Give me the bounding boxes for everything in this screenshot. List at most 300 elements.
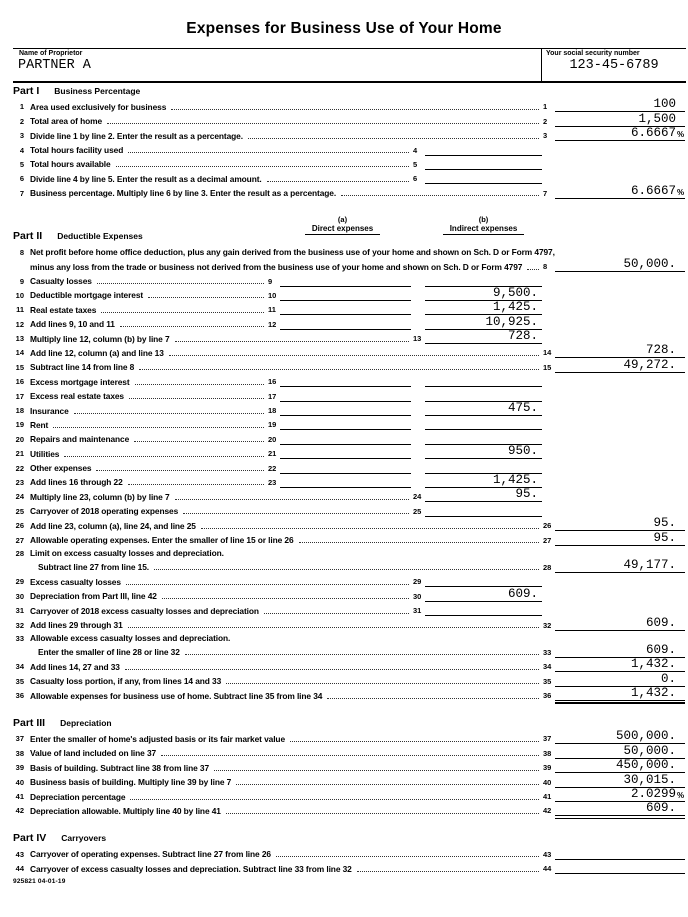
line-37-amount-field-value: 500,000. [615,729,676,744]
line-18-col-b-field-value: 475. [507,401,538,416]
proprietor-ssn-box [13,48,686,83]
line-36-label: Allowable expenses for business use of home. Subtract line 35 from line 34 [30,690,323,701]
line-23-col-b-field[interactable] [425,474,542,488]
line-27-number: 27 [15,535,24,545]
line-34-amount-field[interactable] [555,659,685,673]
line-44-field-number: 44 [543,864,552,874]
column-a-header [277,215,408,235]
line-37-row [0,730,688,744]
line-3-amount-field-value: 6.6667 [630,126,676,141]
dotted-leader [226,683,539,684]
line-18-col-b-field[interactable] [425,403,542,417]
line-35-row [0,672,688,686]
line-23-row [0,474,688,488]
dotted-leader [236,784,539,785]
line-14-label: Add line 12, column (a) and line 13 [30,347,164,358]
dotted-leader [357,871,539,872]
dotted-leader [327,698,539,699]
line-33-number: 33 [15,633,24,643]
line-25-field-number: 25 [413,506,422,516]
line-23-number: 23 [15,477,24,487]
line-40-field-number: 40 [543,777,552,787]
line-42-amount-field[interactable] [555,803,685,817]
line-17-field-number: 17 [268,391,277,401]
line-40-row [0,773,688,787]
line-41-amount-field-value: 2.0299 [630,787,676,802]
dotted-leader [201,528,539,529]
line-37-number: 37 [15,734,24,744]
line-33-label-continued: Enter the smaller of line 28 or line 32 [38,647,180,658]
line-13-number: 13 [15,334,24,344]
dotted-leader [134,441,264,442]
line-35-amount-field[interactable] [555,673,685,687]
line-35-label: Casualty loss portion, if any, from lines 14 and 33 [30,676,222,687]
line-29-field-number: 29 [413,577,422,587]
line-7-amount-field[interactable] [555,185,685,199]
line-7-field-number: 7 [543,188,548,198]
line-26-amount-field-value: 95. [653,516,676,531]
line-1-field-number: 1 [543,102,548,112]
line-21-row [0,445,688,459]
line-17-row [0,387,688,401]
line-16-row [0,373,688,387]
proprietor-cell [13,49,541,81]
dotted-leader [101,312,264,313]
dotted-leader [248,138,539,139]
line-38-row [0,744,688,758]
part2-title: Deductible Expenses [57,230,143,241]
line-42-amount-field-value: 609. [645,801,676,816]
line-19-field-number: 19 [268,420,277,430]
line-33-field-number: 33 [543,647,552,657]
part4-label: Part IV [13,832,47,845]
line-24-amount-field[interactable] [425,489,542,503]
line-38-amount-field[interactable] [555,745,685,759]
line-4-field-number: 4 [413,145,418,155]
line-15-label: Subtract line 14 from line 8 [30,362,135,373]
line-23-field-number: 23 [268,477,277,487]
line-36-amount-field[interactable] [555,688,685,702]
line-11-number: 11 [16,305,24,315]
line-30-amount-field-value: 609. [507,586,538,601]
line-27-row [0,531,688,545]
line-4-row [0,141,688,155]
dotted-leader [226,813,539,814]
dotted-leader [290,741,539,742]
line-32-row [0,616,688,630]
line-6-label: Divide line 4 by line 5. Enter the result as a decimal amount. [30,173,262,184]
line-10-col-a-field[interactable] [280,287,411,301]
line-20-col-b-field[interactable] [425,431,542,445]
line-5-amount-field[interactable] [425,156,542,170]
line-39-amount-field-value: 450,000. [615,758,676,773]
line-36-number: 36 [15,691,24,701]
line-19-col-b-field[interactable] [425,417,542,431]
line-44-number: 44 [15,864,24,874]
line-39-label: Basis of building. Subtract line 38 from line 37 [30,762,210,773]
line-25-amount-field[interactable] [425,503,542,517]
line-2-amount-field[interactable] [555,113,685,127]
column-b-label: Indirect expenses [443,224,525,235]
dotted-leader [107,123,539,124]
line-38-label: Value of land included on line 37 [30,748,157,759]
line-41-number: 41 [15,792,24,802]
part3-lines [0,730,688,816]
line-20-field-number: 20 [268,434,277,444]
line-41-amount-field[interactable] [555,789,685,803]
line-3-row [0,127,688,141]
line-37-label: Enter the smaller of home's adjusted basis or its fair market value [30,733,286,744]
line-43-label: Carryover of operating expenses. Subtract line 27 from line 26 [30,849,271,860]
line-15-amount-field[interactable] [555,359,685,373]
line-22-col-a-field[interactable] [280,460,411,474]
line-4-label: Total hours facility used [30,145,124,156]
line-8-label-continued: minus any loss from the trade or business not derived from the business use of your home and shown on Sch. D or Form 4797 [30,261,523,272]
column-a-tag: (a) [337,214,348,224]
line-17-col-b-field[interactable] [425,388,542,402]
column-b-tag: (b) [478,214,489,224]
line-40-amount-field[interactable] [555,774,685,788]
line-3-amount-field[interactable] [555,128,685,142]
line-18-number: 18 [15,406,24,416]
dotted-leader [267,181,409,182]
line-8-label: Net profit before home office deduction, plus any gain derived from the business use of your home and shown on Sch. D or Form 4797, [30,247,555,258]
line-23-label: Add lines 16 through 22 [30,477,123,488]
line-3-amount-field-percent-sign: % [676,130,685,140]
line-32-amount-field-value: 609. [645,615,676,630]
line-28-field-number: 28 [543,562,552,572]
line-40-amount-field-value: 30,015. [623,772,676,787]
line-27-field-number: 27 [543,535,552,545]
part3-heading [0,717,688,730]
line-9-field-number: 9 [268,276,273,286]
part2-lines [0,245,688,701]
line-22-col-b-field[interactable] [425,460,542,474]
line-23-col-b-field-value: 1,425. [492,472,538,487]
line-21-label: Utilities [30,448,60,459]
line-33-amount-field[interactable] [555,644,685,658]
line-19-col-a-field[interactable] [280,417,411,431]
dotted-leader [116,166,409,167]
line-1-amount-field[interactable] [555,99,685,113]
line-21-field-number: 21 [268,449,277,459]
line-14-number: 14 [15,348,24,358]
line-38-amount-field-value: 50,000. [623,743,676,758]
line-6-field-number: 6 [413,174,418,184]
dotted-leader [96,470,264,471]
line-8-amount-field[interactable] [555,259,685,273]
line-15-number: 15 [15,362,24,372]
proprietor-name-field[interactable]: PARTNER A [18,58,91,73]
line-5-row [0,156,688,170]
line-6-row [0,170,688,184]
line-7-amount-field-value: 6.6667 [630,183,676,198]
line-11-row [0,301,688,315]
line-16-number: 16 [15,377,24,387]
line-35-amount-field-value: 0. [660,671,676,686]
line-25-number: 25 [15,506,24,516]
line-42-label: Depreciation allowable. Multiply line 40 by line 41 [30,805,221,816]
dotted-leader [214,770,539,771]
line-4-number: 4 [19,145,24,155]
line-8-row [0,258,688,272]
line-30-field-number: 30 [413,591,422,601]
line-41-row [0,788,688,802]
part2-label: Part II [13,229,43,242]
line-3-label: Divide line 1 by line 2. Enter the result as a percentage. [30,130,243,141]
line-21-col-b-field[interactable] [425,446,542,460]
dotted-leader [175,341,409,342]
line-17-number: 17 [15,391,24,401]
line-12-number: 12 [15,319,24,329]
line-10-field-number: 10 [268,290,277,300]
line-37-amount-field[interactable] [555,731,685,745]
line-42-row [0,802,688,816]
line-2-label: Total area of home [30,116,103,127]
line-33-label: Allowable excess casualty losses and depreciation. [30,633,231,643]
line-29-amount-field[interactable] [425,574,542,588]
line-31-amount-field[interactable] [425,603,542,617]
line-13-amount-field[interactable] [425,331,542,345]
line-28-label: Limit on excess casualty losses and depreciation. [30,548,224,559]
line-4-amount-field[interactable] [425,142,542,156]
line-26-label: Add line 23, column (a), line 24, and line 25 [30,520,196,531]
line-41-label: Depreciation percentage [30,791,126,802]
line-42-field-number: 42 [543,806,552,816]
line-27-amount-field-value: 95. [653,530,676,545]
line-8-number: 8 [19,247,24,257]
dotted-leader [169,355,539,356]
line-1-number: 1 [19,102,24,112]
dotted-leader [171,109,539,110]
part1-heading [0,85,688,98]
line-13-field-number: 13 [413,334,422,344]
line-28-amount-field[interactable] [555,559,685,573]
dotted-leader [120,326,264,327]
line-22-row [0,459,688,473]
line-14-amount-field[interactable] [555,345,685,359]
line-25-label: Carryover of 2018 operating expenses [30,506,179,517]
line-8-label-row [0,245,688,258]
line-5-label: Total hours available [30,159,111,170]
line-13-row [0,330,688,344]
line-12-col-b-field[interactable] [425,316,542,330]
line-30-amount-field[interactable] [425,588,542,602]
line-10-col-b-field[interactable] [425,287,542,301]
dotted-leader [183,513,409,514]
line-15-amount-field-value: 49,272. [623,357,676,372]
line-24-label: Multiply line 23, column (b) by line 7 [30,491,170,502]
line-16-col-b-field[interactable] [425,374,542,388]
line-26-row [0,517,688,531]
part1-title: Business Percentage [54,86,141,96]
dotted-leader [139,369,539,370]
line-12-col-b-field-value: 10,925. [485,314,538,329]
line-13-label: Multiply line 12, column (b) by line 7 [30,333,170,344]
line-20-col-a-field[interactable] [280,431,411,445]
line-15-field-number: 15 [543,362,552,372]
dotted-leader [264,613,409,614]
dotted-leader [53,427,264,428]
line-23-col-a-field[interactable] [280,474,411,488]
dotted-leader [126,584,409,585]
form-title: Expenses for Business Use of Your Home [186,20,502,37]
line-13-amount-field-value: 728. [507,329,538,344]
line-11-col-b-field[interactable] [425,302,542,316]
line-25-row [0,502,688,516]
line-18-col-a-field[interactable] [280,403,411,417]
line-22-label: Other expenses [30,463,92,474]
line-26-amount-field[interactable] [555,518,685,532]
line-9-row [0,272,688,286]
ssn-cell [541,49,686,81]
dotted-leader [148,297,264,298]
line-24-number: 24 [15,492,24,502]
line-18-label: Insurance [30,405,69,416]
line-35-number: 35 [15,676,24,686]
dotted-leader [161,755,539,756]
line-21-col-b-field-value: 950. [507,444,538,459]
line-2-field-number: 2 [543,116,548,126]
line-27-label: Allowable operating expenses. Enter the smaller of line 15 or line 26 [30,535,294,546]
line-24-amount-field-value: 95. [515,487,538,502]
line-28-row [0,559,688,573]
line-41-amount-field-percent-sign: % [676,791,685,801]
line-11-col-a-field[interactable] [280,302,411,316]
line-35-field-number: 35 [543,676,552,686]
line-44-amount-field[interactable] [555,861,685,875]
line-14-row [0,344,688,358]
line-27-amount-field[interactable] [555,532,685,546]
line-36-field-number: 36 [543,691,552,701]
line-9-label: Casualty losses [30,276,92,287]
line-15-row [0,358,688,372]
line-9-col-b-field[interactable] [425,273,542,287]
line-5-number: 5 [19,159,24,169]
dotted-leader [185,654,539,655]
line-24-field-number: 24 [413,492,422,502]
line-19-row [0,416,688,430]
line-16-col-a-field[interactable] [280,374,411,388]
proprietor-label: Name of Proprietor [19,50,83,57]
dotted-leader [527,269,539,270]
line-18-row [0,402,688,416]
line-20-number: 20 [15,434,24,444]
dotted-leader [130,799,539,800]
line-31-field-number: 31 [413,606,422,616]
line-34-field-number: 34 [543,662,552,672]
dotted-leader [175,499,409,500]
line-17-label: Excess real estate taxes [30,391,124,402]
line-2-row [0,112,688,126]
line-10-col-b-field-value: 9,500. [492,285,538,300]
line-16-field-number: 16 [268,377,277,387]
line-6-amount-field[interactable] [425,171,542,185]
line-31-row [0,602,688,616]
dotted-leader [125,669,539,670]
line-32-label: Add lines 29 through 31 [30,620,123,630]
line-26-number: 26 [15,521,24,531]
line-38-field-number: 38 [543,748,552,758]
line-19-number: 19 [15,420,24,430]
line-43-amount-field[interactable] [555,846,685,860]
part3-title: Depreciation [60,718,112,729]
line-36-amount-field-value: 1,432. [630,686,676,701]
ssn-field[interactable]: 123-45-6789 [569,58,659,73]
dotted-leader [129,398,264,399]
part1-label: Part I [13,85,40,97]
line-18-field-number: 18 [268,406,277,416]
line-40-label: Business basis of building. Multiply line 39 by line 7 [30,777,232,788]
line-5-field-number: 5 [413,159,418,169]
dotted-leader [162,598,409,599]
line-7-number: 7 [19,188,24,198]
line-30-number: 30 [15,591,24,601]
line-8-amount-field-value: 50,000. [623,257,676,272]
part3-label: Part III [13,717,46,730]
line-2-number: 2 [19,116,24,126]
part4-lines [0,845,688,874]
line-40-number: 40 [15,777,24,787]
line-34-amount-field-value: 1,432. [630,657,676,672]
dotted-leader [341,195,539,196]
line-21-col-a-field[interactable] [280,446,411,460]
line-43-number: 43 [15,849,24,859]
line-1-row [0,98,688,112]
line-34-number: 34 [15,662,24,672]
line-29-label: Excess casualty losses [30,576,121,587]
line-39-amount-field[interactable] [555,760,685,774]
line-29-row [0,573,688,587]
column-b-header [425,215,542,235]
line-39-number: 39 [15,763,24,773]
ssn-label: Your social security number [546,50,640,57]
form-footer-code: 925821 04-01-19 [13,878,66,886]
line-33-label-row [0,631,688,644]
line-42-number: 42 [15,806,24,816]
dotted-leader [276,856,539,857]
line-12-col-a-field[interactable] [280,316,411,330]
line-21-number: 21 [15,449,24,459]
line-17-col-a-field[interactable] [280,388,411,402]
line-7-amount-field-percent-sign: % [676,187,685,197]
line-37-field-number: 37 [543,734,552,744]
part1-lines [0,98,688,199]
line-22-number: 22 [15,463,24,473]
line-3-field-number: 3 [543,131,548,141]
dotted-leader [299,542,539,543]
line-12-row [0,315,688,329]
line-8-field-number: 8 [543,262,548,272]
line-9-col-a-field[interactable] [280,273,411,287]
part4-heading [0,832,688,845]
dotted-leader [135,384,264,385]
line-10-label: Deductible mortgage interest [30,290,144,301]
line-11-field-number: 11 [268,305,276,315]
line-44-row [0,860,688,874]
line-32-amount-field[interactable] [555,617,685,631]
line-30-label: Depreciation from Part III, line 42 [30,591,157,602]
line-33-row [0,644,688,658]
line-33-amount-field-value: 609. [645,642,676,657]
dotted-leader [97,283,264,284]
line-1-label: Area used exclusively for business [30,101,167,112]
line-39-row [0,759,688,773]
line-31-label: Carryover of 2018 excess casualty losses and depreciation [30,605,259,616]
dotted-leader [64,456,264,457]
line-30-row [0,587,688,601]
line-24-row [0,488,688,502]
